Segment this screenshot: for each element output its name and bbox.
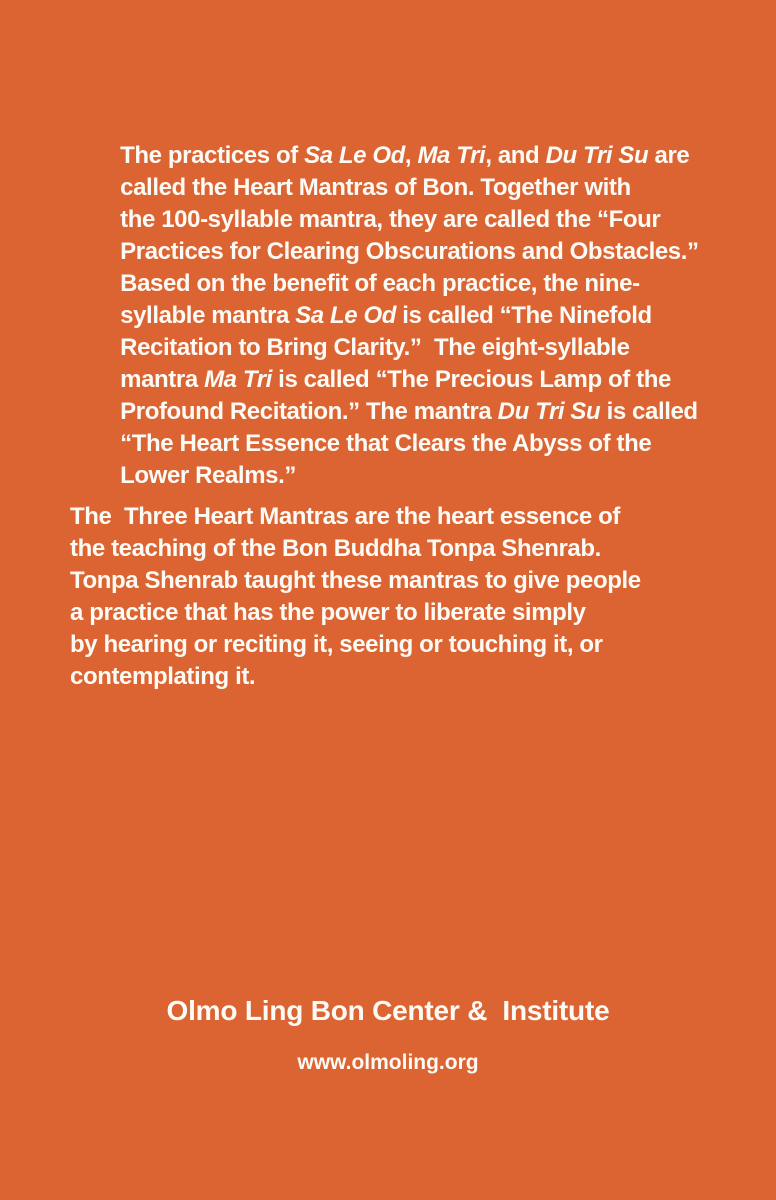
- text-segment: “The Heart Essence that Clears the Abyss of the: [120, 430, 652, 457]
- text-segment: are: [648, 142, 690, 169]
- text-segment: Lower Realms.”: [120, 462, 296, 489]
- mantra-name-du-tri-su: Du Tri Su: [545, 142, 649, 169]
- text-line: The Three Heart Mantras are the heart essence of: [70, 503, 620, 530]
- text-segment: mantra: [120, 366, 205, 393]
- text-segment: Practices for Clearing Obscurations and Obstacles.”: [120, 238, 699, 265]
- website-url: www.olmoling.org: [297, 1051, 479, 1074]
- mantra-name-ma-tri: Ma Tri: [417, 142, 486, 169]
- mantra-name-ma-tri: Ma Tri: [204, 366, 272, 393]
- text-line: contemplating it.: [70, 663, 256, 690]
- text-segment: The practices of: [120, 142, 305, 169]
- text-segment: called the Heart Mantras of Bon. Together with: [120, 174, 631, 201]
- text-segment: is called “The Precious Lamp of the: [271, 366, 671, 393]
- text-segment: ,: [404, 142, 418, 169]
- text-line: by hearing or reciting it, seeing or touching it, or: [70, 631, 603, 658]
- text-line: the teaching of the Bon Buddha Tonpa Shenrab.: [70, 535, 601, 562]
- text-segment: is called “The Ninefold: [396, 302, 652, 329]
- text-line: Tonpa Shenrab taught these mantras to give people: [70, 567, 641, 594]
- body-text: [70, 108, 736, 693]
- text-segment: syllable mantra: [120, 302, 296, 329]
- text-line: a practice that has the power to liberate simply: [70, 599, 586, 626]
- mantra-name-sa-le-od: Sa Le Od: [304, 142, 405, 169]
- footer: [0, 994, 776, 1076]
- text-segment: , and: [485, 142, 546, 169]
- text-segment: Profound Recitation.” The mantra: [120, 398, 498, 425]
- text-segment: Based on the benefit of each practice, the nine-: [120, 270, 640, 297]
- text-line: [70, 108, 736, 169]
- text-segment: the 100-syllable mantra, they are called the “Four: [120, 206, 661, 233]
- mantra-name-du-tri-su: Du Tri Su: [497, 398, 601, 425]
- text-segment: Recitation to Bring Clarity.” The eight-syllable: [120, 334, 630, 361]
- organization-name: Olmo Ling Bon Center & Institute: [166, 995, 610, 1026]
- mantra-name-sa-le-od: Sa Le Od: [295, 302, 397, 329]
- text-segment: is called: [600, 398, 698, 425]
- paragraph-tonpa-shenrab: [70, 501, 736, 693]
- paragraph-heart-mantras: [70, 108, 736, 489]
